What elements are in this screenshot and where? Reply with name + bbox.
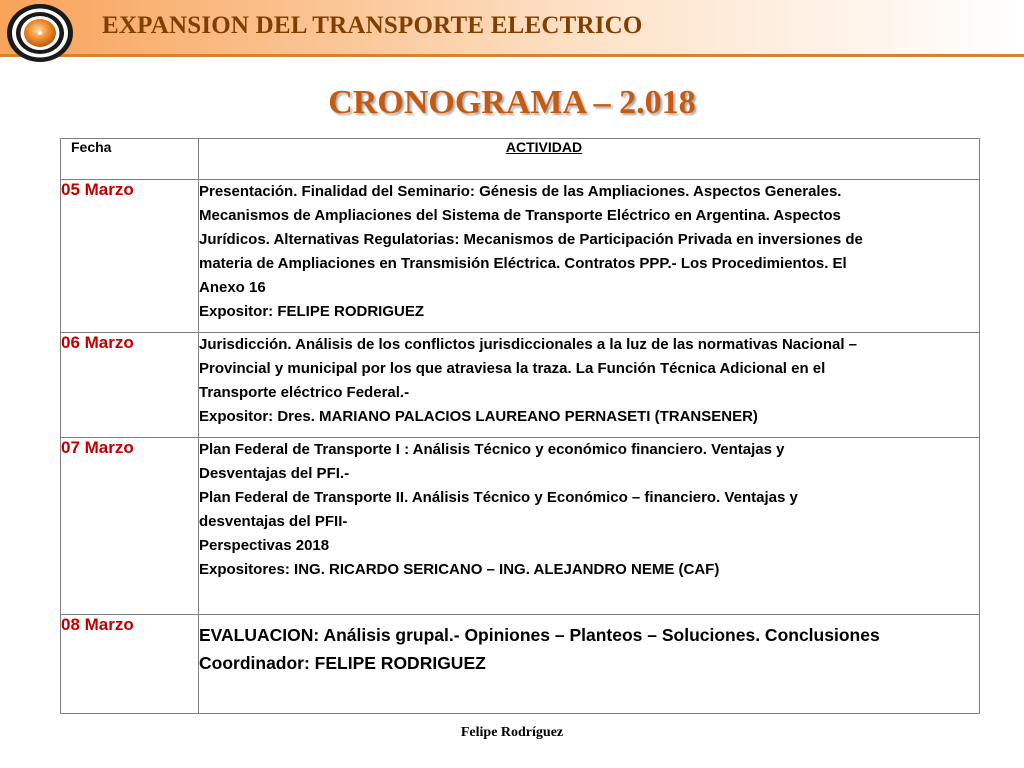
activity-line: Presentación. Finalidad del Seminario: Génesis de las Ampliaciones. Aspectos Generales. <box>199 183 842 200</box>
activity-line: Expositor: FELIPE RODRIGUEZ <box>199 303 425 320</box>
activity-line: desventajas del PFII- <box>199 513 348 530</box>
footer-author: Felipe Rodríguez <box>460 725 564 740</box>
orbit-logo-icon <box>4 2 76 64</box>
schedule-table <box>60 138 980 714</box>
row-date: 06 Marzo <box>61 333 199 438</box>
table-row <box>61 180 980 333</box>
row-date: 05 Marzo <box>61 180 199 333</box>
activity-line: Plan Federal de Transporte II. Análisis Técnico y Económico – financiero. Ventajas y <box>199 489 798 506</box>
row-date: 07 Marzo <box>61 438 199 615</box>
column-header-activity: ACTIVIDAD <box>199 139 980 180</box>
activity-line: Provincial y municipal por los que atraviesa la traza. La Función Técnica Adicional en el <box>199 360 826 377</box>
table-row <box>61 438 980 615</box>
header-divider <box>0 54 1024 57</box>
row-activity <box>199 615 980 714</box>
activity-line: Desventajas del PFI.- <box>199 465 350 482</box>
activity-line: Anexo 16 <box>199 279 266 296</box>
column-header-date: Fecha <box>61 139 199 180</box>
table-row <box>61 615 980 714</box>
row-activity <box>199 438 980 615</box>
activity-line: Perspectivas 2018 <box>199 537 330 554</box>
table-header-row <box>61 139 980 180</box>
activity-line: Expositor: Dres. MARIANO PALACIOS LAUREANO PERNASETI (TRANSENER) <box>199 408 758 425</box>
activity-line: Jurisdicción. Análisis de los conflictos jurisdiccionales a la luz de las normativas Nacional – <box>199 336 858 353</box>
activity-line: Plan Federal de Transporte I : Análisis Técnico y económico financiero. Ventajas y <box>199 441 785 458</box>
row-activity <box>199 333 980 438</box>
activity-line: Transporte eléctrico Federal.- <box>199 384 410 401</box>
table-row <box>61 333 980 438</box>
activity-line: Expositores: ING. RICARDO SERICANO – ING. ALEJANDRO NEME (CAF) <box>199 561 720 578</box>
row-activity <box>199 180 980 333</box>
activity-line: Coordinador: FELIPE RODRIGUEZ <box>199 653 486 673</box>
activity-line: EVALUACION: Análisis grupal.- Opiniones – Planteos – Soluciones. Conclusiones <box>199 625 880 645</box>
activity-line: Jurídicos. Alternativas Regulatorias: Mecanismos de Participación Privada en inversiones de <box>199 231 863 248</box>
activity-line: Mecanismos de Ampliaciones del Sistema de Transporte Eléctrico en Argentina. Aspectos <box>199 207 841 224</box>
row-date: 08 Marzo <box>61 615 199 714</box>
header-title: EXPANSION DEL TRANSPORTE ELECTRICO <box>102 12 643 39</box>
page-title: CRONOGRAMA – 2.018 <box>328 84 696 121</box>
activity-line: materia de Ampliaciones en Transmisión Eléctrica. Contratos PPP.- Los Procedimientos. El <box>199 255 847 272</box>
